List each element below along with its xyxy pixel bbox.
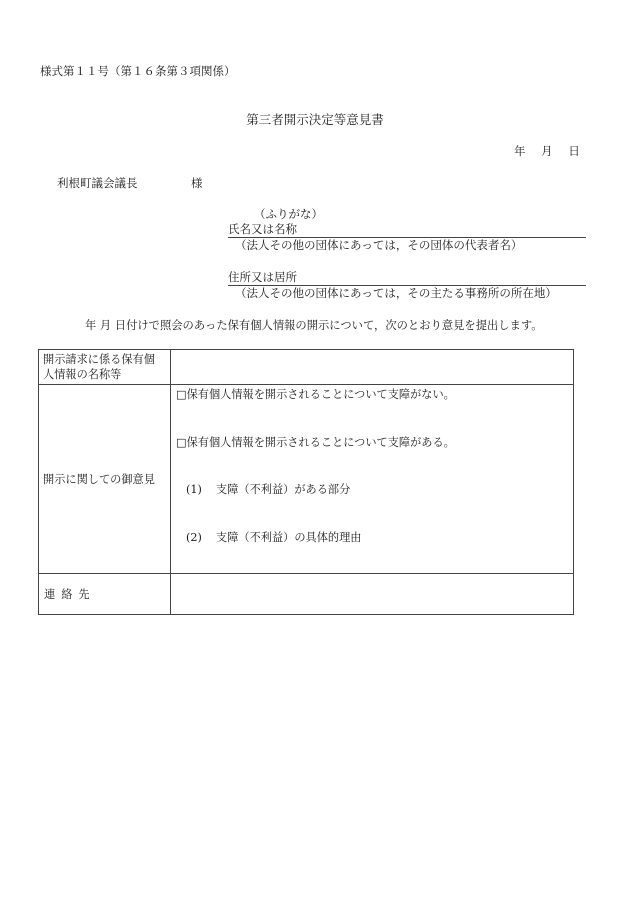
sub-item-text: 支障（不利益）がある部分 — [216, 483, 351, 496]
sub-item-affected-part — [186, 482, 350, 497]
sub-item-number: (1) — [186, 483, 202, 496]
info-name-label: 開示請求に係る保有個人情報の名称等 — [39, 350, 171, 385]
address-label: 住所又は居所 — [228, 270, 297, 284]
opinion-table — [38, 349, 574, 615]
contact-field[interactable] — [171, 574, 574, 615]
date-line — [514, 146, 580, 158]
table-row — [39, 574, 574, 615]
option-issue[interactable]: □保有個人情報を開示されることについて支障がある。 — [176, 436, 455, 449]
contact-label: 連絡先 — [39, 574, 171, 615]
opinion-label: 開示に関しての御意見 — [39, 385, 171, 574]
address-note: （法人その他の団体にあっては，その主たる事務所の所在地） — [235, 286, 557, 300]
addressee: 利根町議会議長 — [57, 176, 138, 190]
form-number: 様式第１１号（第１６条第３項関係） — [40, 64, 236, 78]
furigana-label: （ふりがな） — [254, 207, 323, 221]
date-year: 年 — [514, 144, 526, 158]
sub-item-text: 支障（不利益）の具体的理由 — [216, 531, 362, 544]
date-day: 日 — [568, 144, 580, 158]
opinion-field[interactable] — [171, 385, 574, 574]
date-month: 月 — [541, 144, 553, 158]
info-name-field[interactable] — [171, 350, 574, 385]
document-title: 第三者開示決定等意見書 — [246, 112, 384, 127]
name-label: 氏名又は名称 — [228, 222, 297, 236]
addressee-honorific: 様 — [191, 176, 203, 190]
option-no-issue[interactable]: □保有個人情報を開示されることについて支障がない。 — [176, 388, 455, 401]
sub-item-number: (2) — [186, 531, 202, 544]
sub-item-specific-reason — [186, 530, 361, 545]
statement-text: 年 月 日付けで照会のあった保有個人情報の開示について，次のとおり意見を提出します。 — [85, 319, 543, 332]
table-row — [39, 350, 574, 385]
table-row — [39, 385, 574, 574]
name-note: （法人その他の団体にあっては，その団体の代表者名） — [235, 238, 523, 252]
